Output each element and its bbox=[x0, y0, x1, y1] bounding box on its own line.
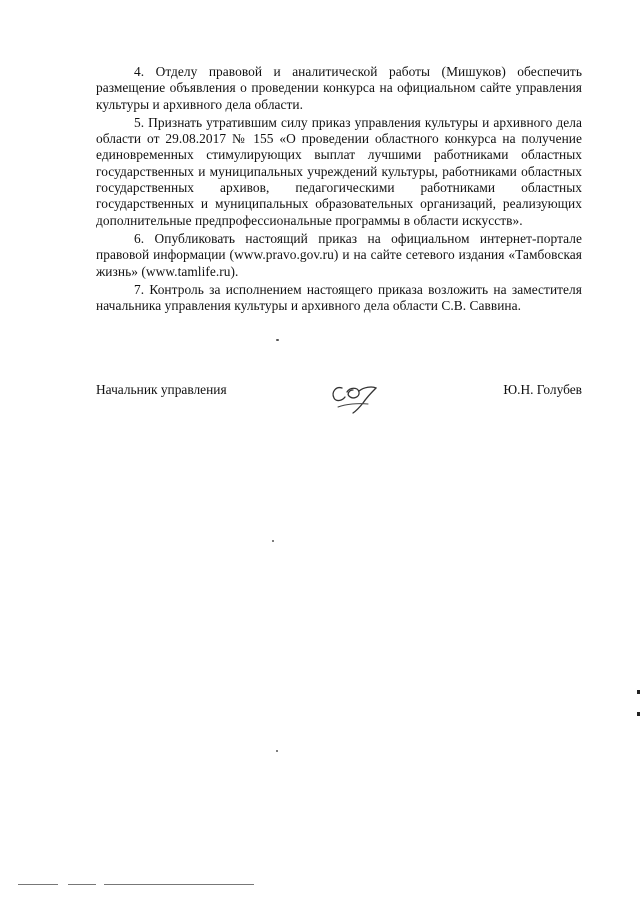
signature-block bbox=[96, 376, 582, 416]
paragraph-7: 7. Контроль за исполнением настоящего приказа возложить на заместителя начальника управления культуры и архивного дела области С.В. Саввина. bbox=[96, 281, 582, 314]
document-body bbox=[96, 64, 582, 316]
scan-speck bbox=[272, 540, 274, 542]
signer-position: Начальник управления bbox=[96, 382, 227, 397]
handwritten-signature-icon bbox=[328, 376, 384, 416]
paragraph-6: 6. Опубликовать настоящий приказ на официальном интернет-портале правовой информации (www.pravo.gov.ru) и на сайте сетевого издания «Тамбовская жизнь» (www.tamlife.ru). bbox=[96, 230, 582, 279]
signer-name: Ю.Н. Голубев bbox=[503, 382, 582, 397]
scan-speck bbox=[276, 339, 279, 341]
scan-speck bbox=[276, 750, 278, 752]
paragraph-5: 5. Признать утратившим силу приказ управления культуры и архивного дела области от 29.08.2017 № 155 «О проведении областного конкурса на получение единовременных стимулирующих выплат лучшими работниками областных государственных и муниципальных учреждений культуры, работниками областных государственных архивов, педагогическими работниками областных государственных и муниципальных образовательных организаций, реализующих дополнительные предпрофессиональные программы в области искусств». bbox=[96, 114, 582, 228]
scan-bottom-line bbox=[104, 884, 254, 885]
scan-bottom-line bbox=[18, 884, 58, 885]
scan-bottom-line bbox=[68, 884, 96, 885]
paragraph-4: 4. Отделу правовой и аналитической работы (Мишуков) обеспечить размещение объявления о проведении конкурса на официальном сайте управления культуры и архивного дела области. bbox=[96, 64, 582, 112]
